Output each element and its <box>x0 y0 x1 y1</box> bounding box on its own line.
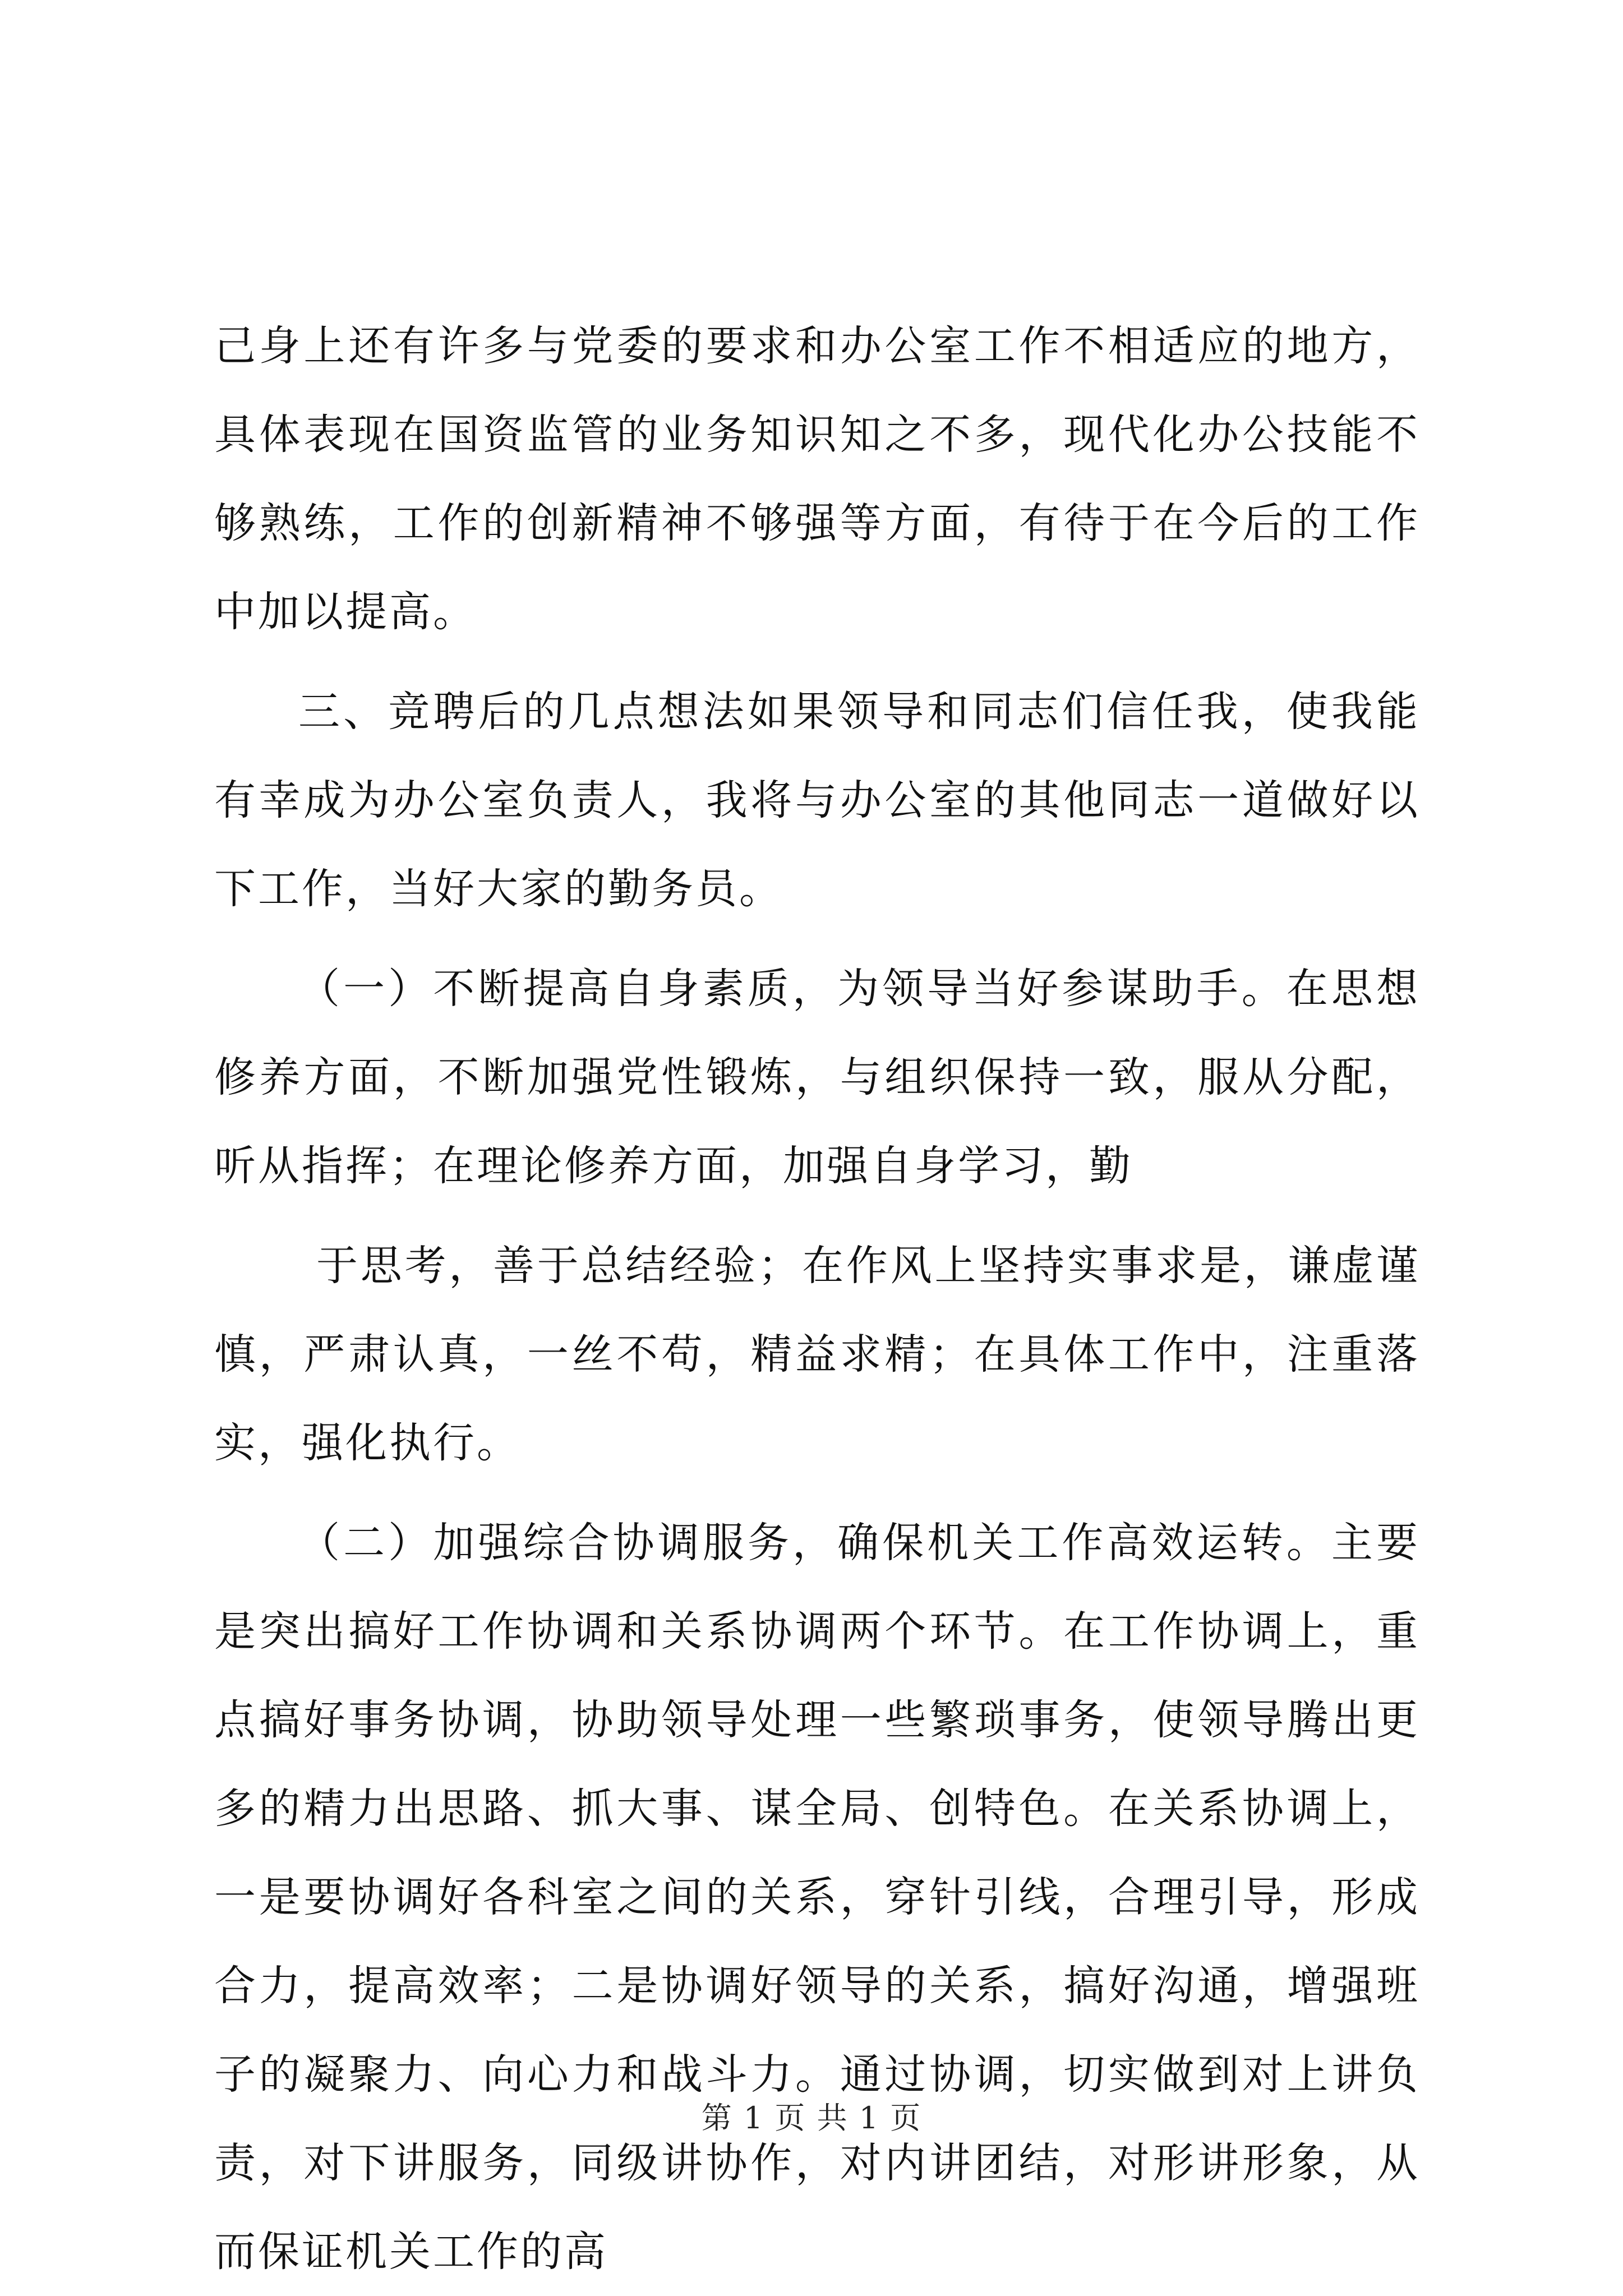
document-body <box>214 302 1420 2296</box>
paragraph-continuation: 己身上还有许多与党委的要求和办公室工作不相适应的地方，具体表现在国资监管的业务知识知之不多，现代化办公技能不够熟练，工作的创新精神不够强等方面，有待于在今后的工作中加以提高。 <box>214 322 1420 636</box>
paragraph-section-three: 三、竞聘后的几点想法如果领导和同志们信任我，使我能有幸成为办公室负责人，我将与办公室的其他同志一道做好以下工作，当好大家的勤务员。 <box>214 688 1420 913</box>
paragraph-item-two: （二）加强综合协调服务，确保机关工作高效运转。主要是突出搞好工作协调和关系协调两个环节。在工作协调上，重点搞好事务协调，协助领导处理一些繁琐事务，使领导腾出更多的精力出思路、抓大事、谋全局、创特色。在关系协调上，一是要协调好各科室之间的关系，穿针引线，合理引导，形成合力，提高效率；二是协调好领导的关系，搞好沟通，增强班子的凝聚力、向心力和战斗力。通过协调，切实做到对上讲负责，对下讲服务，同级讲协作，对内讲团结，对形讲形象，从而保证机关工作的高 <box>214 1519 1420 2276</box>
paragraph-item-one-continued: 于思考，善于总结经验；在作风上坚持实事求是，谦虚谨慎，严肃认真，一丝不苟，精益求精；在具体工作中，注重落实，强化执行。 <box>214 1242 1420 1467</box>
paragraph-item-one: （一）不断提高自身素质，为领导当好参谋助手。在思想修养方面，不断加强党性锻炼，与组织保持一致，服从分配，听从指挥；在理论修养方面，加强自身学习，勤 <box>214 965 1420 1190</box>
page-footer: 第 1 页 共 1 页 <box>701 2100 922 2136</box>
